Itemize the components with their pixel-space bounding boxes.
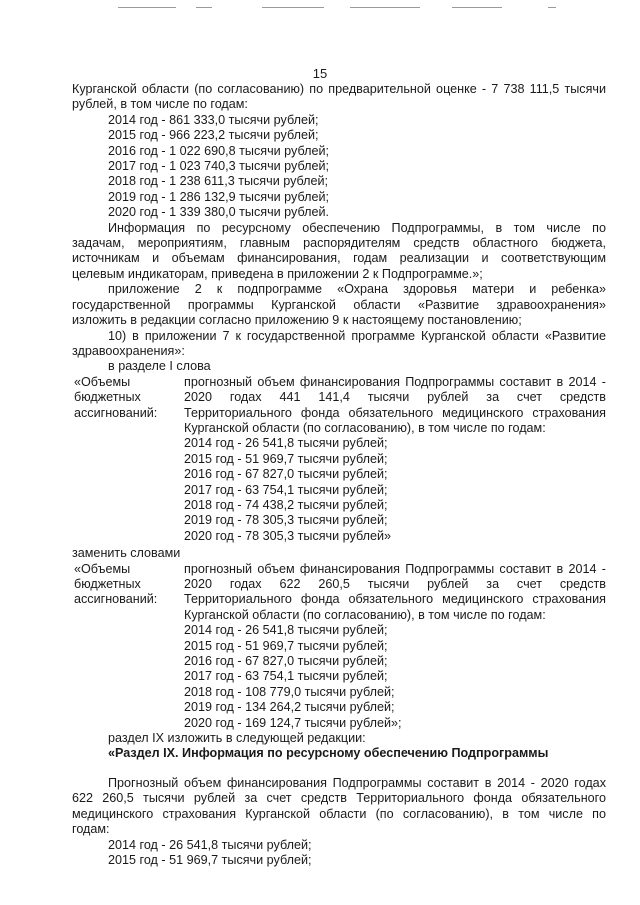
old-budget-block bbox=[72, 375, 606, 544]
final-paragraph bbox=[72, 776, 606, 838]
section-9-words: раздел IX изложить в следующей редакции: bbox=[108, 731, 366, 746]
text-line: Информация по ресурсному обеспечению Подпрограммы, в том числе по bbox=[108, 220, 606, 235]
year-item: 2014 год - 26 541,8 тысячи рублей; bbox=[184, 436, 388, 451]
year-item: 2014 год - 26 541,8 тысячи рублей; bbox=[108, 837, 312, 852]
year-item: 2019 год - 78 305,3 тысячи рублей; bbox=[184, 513, 388, 528]
text-line: 622 260,5 тысячи рублей за счет средств Территориального фонда обязательного bbox=[72, 791, 606, 806]
text-line: прогнозный объем финансирования Подпрограммы составит в 2014 - bbox=[184, 561, 606, 576]
year-item: 2016 год - 1 022 690,8 тысячи рублей; bbox=[108, 143, 329, 158]
year-item: 2015 год - 51 969,7 тысячи рублей; bbox=[184, 451, 388, 466]
text-line: 2020 годах 441 141,4 тысячи рублей за счет средств bbox=[184, 390, 606, 405]
section-9-heading: «Раздел IX. Информация по ресурсному обеспечению Подпрограммы bbox=[108, 746, 549, 761]
budget-text bbox=[184, 562, 606, 731]
budget-text bbox=[184, 375, 606, 544]
text-line: Территориального фонда обязательного медицинского страхования bbox=[184, 405, 606, 420]
year-item: 2014 год - 26 541,8 тысячи рублей; bbox=[184, 623, 388, 638]
label-line: ассигнований: bbox=[74, 405, 158, 420]
text-line: целевым индикаторам, приведена в приложении 2 к Подпрограмме.»; bbox=[72, 266, 483, 281]
year-item: 2018 год - 1 238 611,3 тысячи рублей; bbox=[108, 174, 329, 189]
text-line: прогнозный объем финансирования Подпрограммы составит в 2014 - bbox=[184, 374, 606, 389]
text-line: медицинского страхования Курганской области (по согласованию), в том числе по bbox=[72, 806, 606, 821]
section-1-words: в разделе I слова bbox=[108, 359, 211, 374]
intro-paragraph bbox=[72, 82, 606, 113]
text-line: 10) в приложении 7 к государственной программе Курганской области «Развитие bbox=[108, 328, 606, 343]
text-line: государственной программы Курганской области «Развитие здравоохранения» bbox=[72, 297, 606, 312]
text-line: Курганской области (по согласованию) по предварительной оценке - 7 738 111,5 тысячи bbox=[72, 82, 606, 96]
label-line: «Объемы bbox=[74, 561, 131, 576]
year-item: 2015 год - 51 969,7 тысячи рублей; bbox=[108, 852, 312, 867]
scan-artifact-line bbox=[0, 6, 640, 10]
text-line: Курганской области (по согласованию), в том числе по годам: bbox=[184, 420, 546, 435]
text-line: Курганской области (по согласованию), в том числе по годам: bbox=[184, 607, 546, 622]
year-item: 2015 год - 966 223,2 тысячи рублей; bbox=[108, 128, 319, 143]
new-budget-block bbox=[72, 562, 606, 731]
label-line: ассигнований: bbox=[74, 592, 158, 607]
label-line: «Объемы bbox=[74, 374, 131, 389]
year-item: 2018 год - 74 438,2 тысячи рублей; bbox=[184, 497, 388, 512]
text-line: задачам, мероприятиям, главным распорядителям средств областного бюджета, bbox=[72, 236, 606, 251]
year-item: 2020 год - 78 305,3 тысячи рублей» bbox=[184, 528, 391, 543]
spacer bbox=[72, 762, 606, 776]
text-line: годам: bbox=[72, 822, 110, 837]
item-10-paragraph bbox=[72, 329, 606, 360]
year-item: 2019 год - 1 286 132,9 тысячи рублей; bbox=[108, 189, 329, 204]
year-item: 2016 год - 67 827,0 тысячи рублей; bbox=[184, 467, 388, 482]
text-line: здравоохранения»: bbox=[72, 343, 185, 358]
text-line: 2020 годах 622 260,5 тысячи рублей за счет средств bbox=[184, 577, 606, 591]
year-item: 2017 год - 1 023 740,3 тысячи рублей; bbox=[108, 159, 329, 174]
label-line: бюджетных bbox=[74, 577, 141, 591]
budget-label bbox=[72, 562, 184, 731]
text-line: Прогнозный объем финансирования Подпрограммы составит в 2014 - 2020 годах bbox=[108, 775, 606, 790]
year-item: 2017 год - 63 754,1 тысячи рублей; bbox=[184, 669, 388, 684]
replace-words: заменить словами bbox=[72, 546, 181, 561]
text-line: источникам и объемам финансирования, годам реализации и соответствующим bbox=[72, 251, 606, 266]
year-item: 2015 год - 51 969,7 тысячи рублей; bbox=[184, 638, 388, 653]
text-line: приложение 2 к подпрограмме «Охрана здоровья матери и ребенка» bbox=[108, 282, 606, 297]
year-item: 2016 год - 67 827,0 тысячи рублей; bbox=[184, 654, 388, 669]
year-item: 2014 год - 861 333,0 тысячи рублей; bbox=[108, 112, 319, 127]
final-year-list bbox=[72, 838, 606, 869]
intro-year-list bbox=[72, 113, 606, 221]
text-line: Территориального фонда обязательного медицинского страхования bbox=[184, 592, 606, 607]
label-line: бюджетных bbox=[74, 390, 141, 405]
text-line: изложить в редакции согласно приложению 9 к настоящему постановлению; bbox=[72, 313, 522, 328]
budget-label bbox=[72, 375, 184, 544]
year-item: 2019 год - 134 264,2 тысячи рублей; bbox=[184, 700, 395, 715]
year-item: 2020 год - 1 339 380,0 тысячи рублей. bbox=[108, 205, 329, 220]
year-item: 2017 год - 63 754,1 тысячи рублей; bbox=[184, 482, 388, 497]
document-body bbox=[72, 82, 606, 868]
info-paragraph bbox=[72, 221, 606, 283]
year-item: 2018 год - 108 779,0 тысячи рублей; bbox=[184, 684, 395, 699]
year-item: 2020 год - 169 124,7 тысячи рублей»; bbox=[184, 715, 402, 730]
appendix-paragraph bbox=[72, 282, 606, 328]
page-number: 15 bbox=[312, 66, 328, 81]
text-line: рублей, в том числе по годам: bbox=[72, 97, 248, 112]
